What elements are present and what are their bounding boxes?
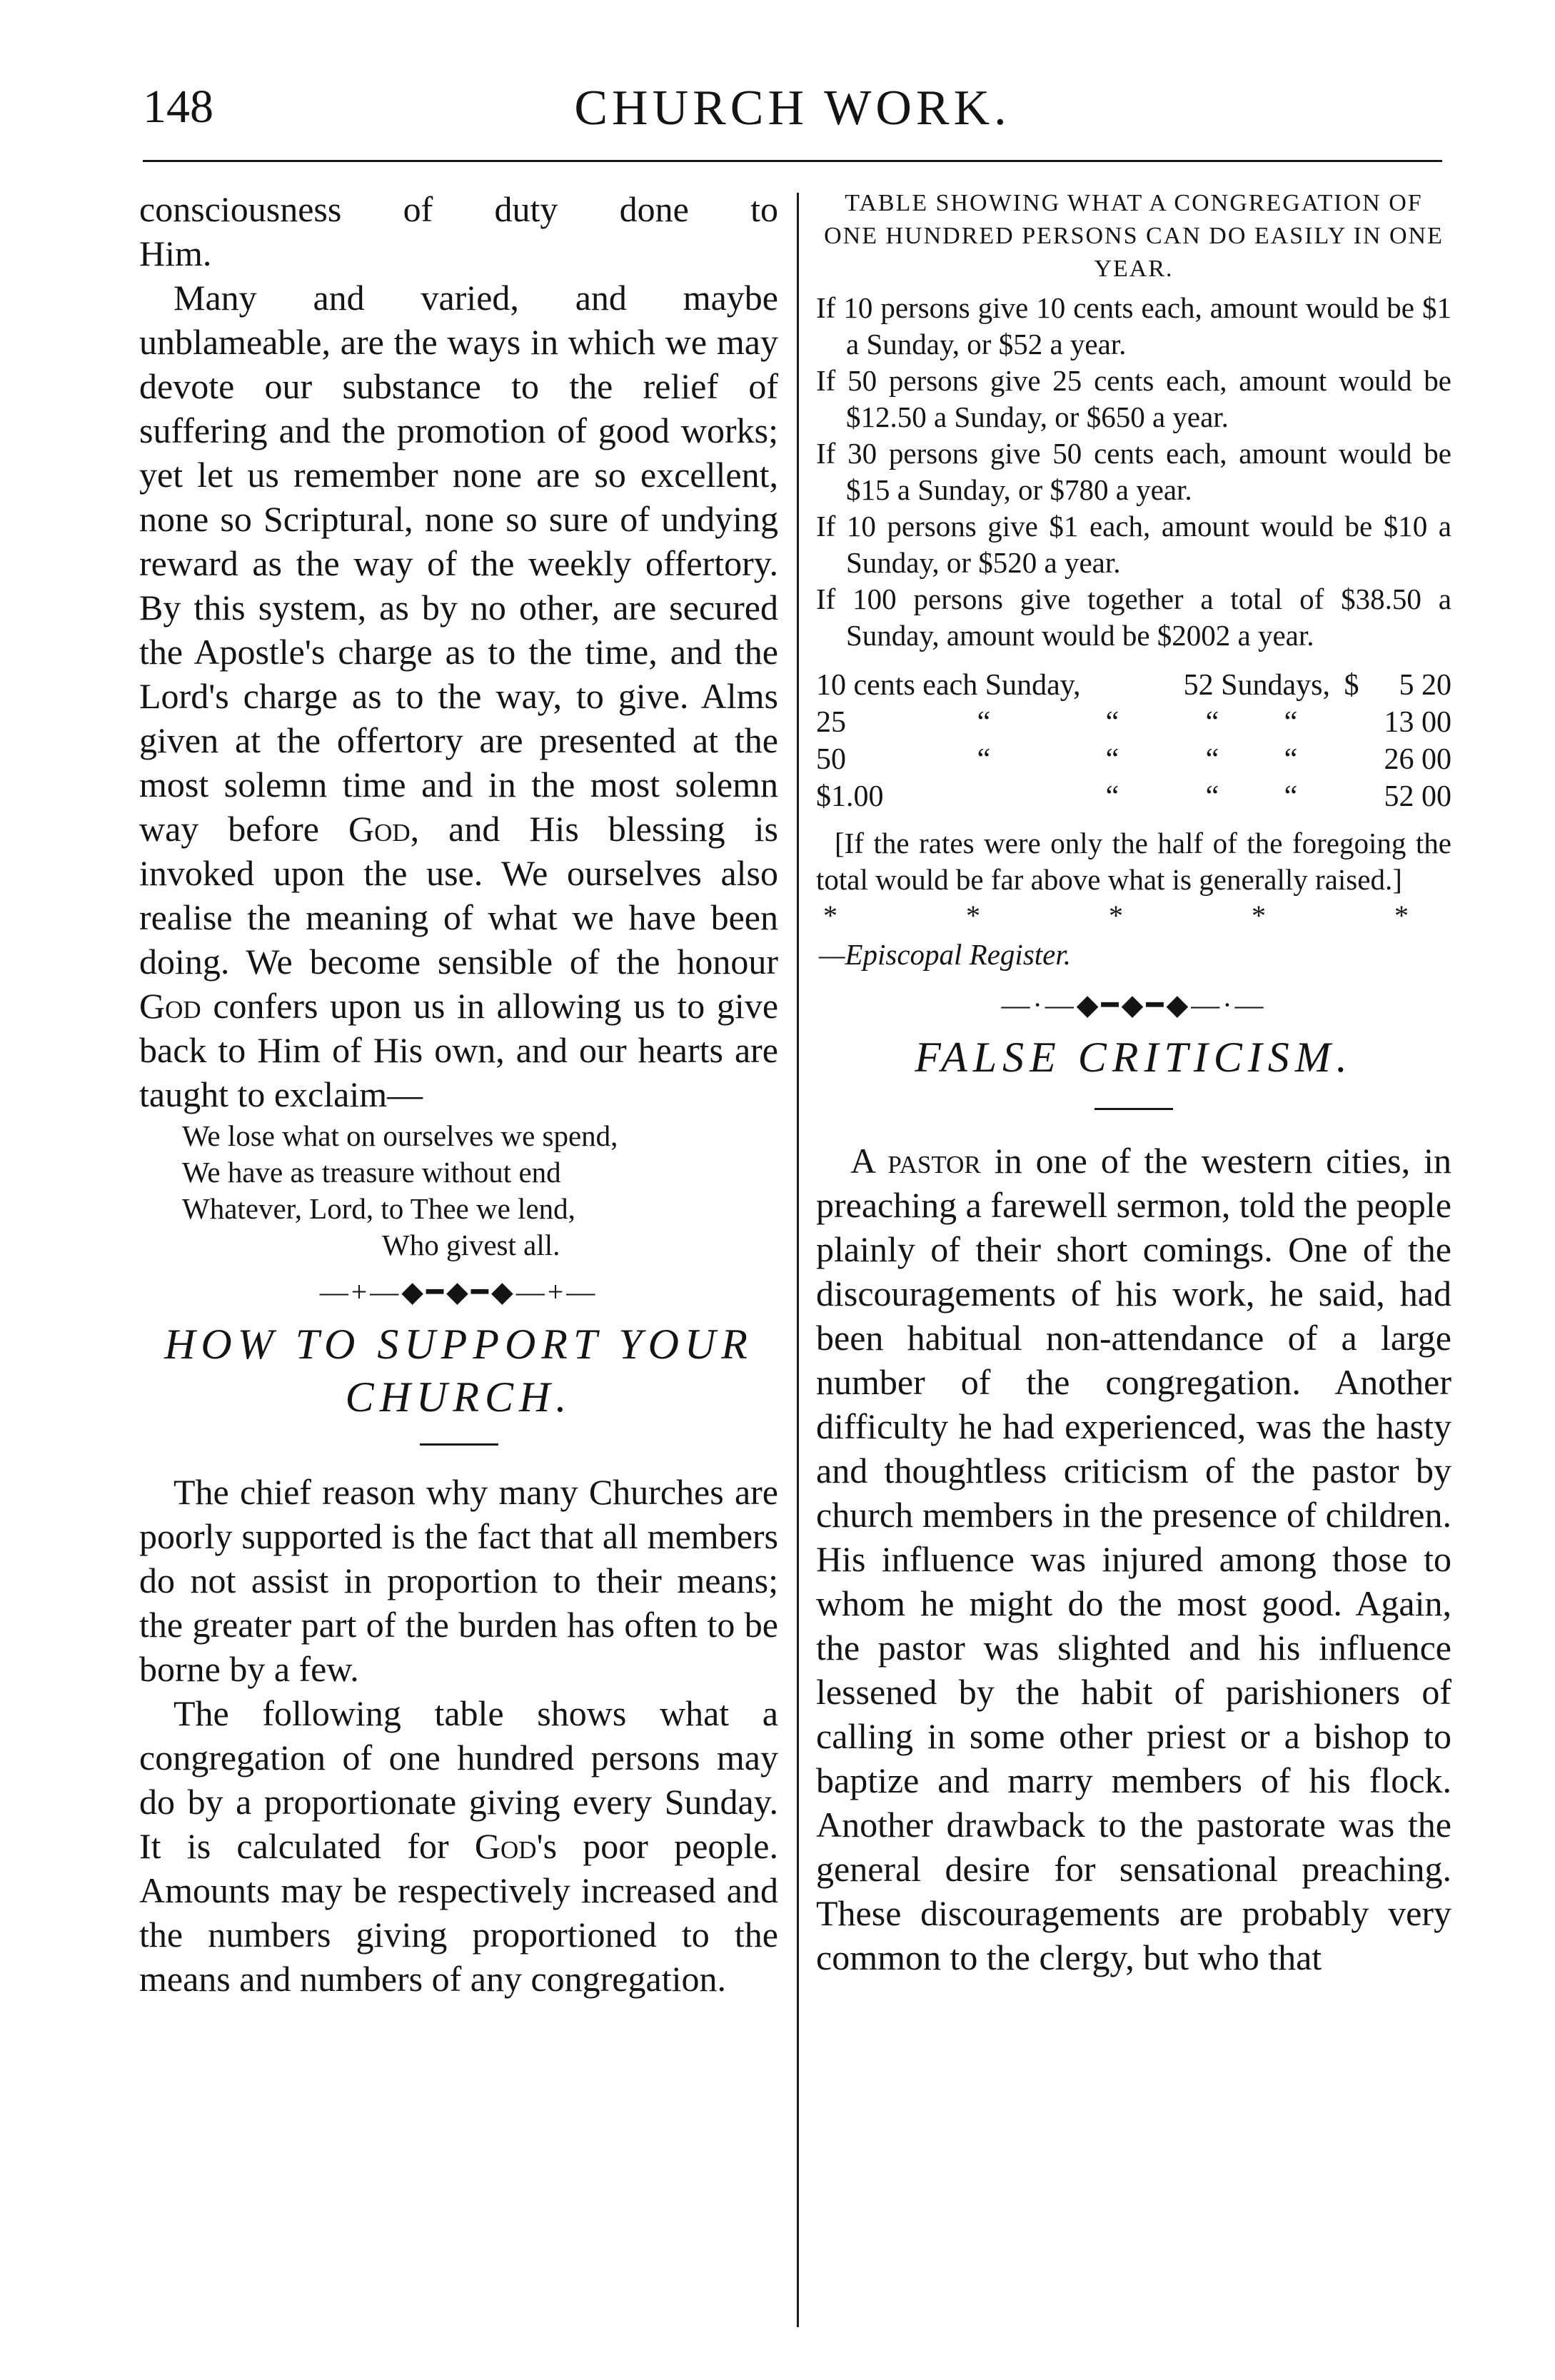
ditto-mark: “	[977, 706, 991, 739]
amount-total: 26 00	[1384, 743, 1451, 776]
giving-item: If 50 persons give 25 cents each, amount would be $12.50 a Sunday, or $650 a year.	[816, 364, 1451, 433]
asterisk: *	[823, 899, 837, 932]
asterisk: *	[1109, 899, 1123, 932]
ditto-mark: “	[1284, 780, 1298, 813]
paragraph-duty	[139, 187, 778, 276]
lead-in-smallcaps: A pastor	[850, 1141, 981, 1181]
paragraph-pastor	[816, 1139, 1451, 1980]
amount-rate: $1.00	[816, 780, 884, 813]
paragraph-duty-line-2: Him.	[139, 233, 212, 273]
column-rule	[797, 193, 799, 2327]
poem-line: We have as treasure without end	[182, 1156, 561, 1189]
right-column	[816, 187, 1451, 1980]
giving-item: If 100 persons give together a total of $38.50 a Sunday, amount would be $2002 a year.	[816, 583, 1451, 652]
amount-table	[816, 667, 1451, 815]
ditto-mark: “	[1105, 706, 1119, 739]
paragraph-pastor-text: in one of the western cities, in preaching a farewell sermon, told the people plainly of their short comings. One of the discouragements of his work, he said, had been habitual non-attendance of a large number of the congregation. Another difficulty he had experienced, was the hasty and thoughtless criticism of the pastor by church members in the presence of children. His influence was injured among those to whom he might do the most good. Again, the pastor was slighted and his influence lessened by the habit of parishioners of calling in some other priest or a bishop to baptize and marry members of his flock. Another drawback to the pastorate was the general desire for sensational preaching. These discouragements are probably very common to the clergy, but who that	[816, 1141, 1451, 1977]
god-smallcaps-3: God	[474, 1826, 537, 1866]
amount-sundays: 52 Sundays,	[1183, 669, 1330, 702]
amount-rate: 10 cents each Sunday,	[816, 669, 1081, 702]
god-smallcaps: God	[348, 809, 411, 849]
amount-total: 13 00	[1384, 706, 1451, 739]
ditto-mark: “	[1105, 743, 1119, 776]
paragraph-offertory-text-2: , and His blessing is invoked upon the use. We ourselves also realise the meaning of what we have been doing. We become sensible of the honour	[139, 809, 778, 982]
asterisk: *	[1394, 899, 1409, 932]
poem-line: We lose what on ourselves we spend,	[182, 1119, 618, 1152]
bracket-note: [If the rates were only the half of the foregoing the total would be far above what is generally raised.]	[816, 827, 1451, 896]
page-header	[143, 71, 1442, 150]
section-title-false-criticism: FALSE CRITICISM.	[915, 1034, 1353, 1081]
ditto-mark: “	[1205, 706, 1219, 739]
section-title-support	[139, 1318, 778, 1423]
ditto-mark: “	[977, 743, 991, 776]
amount-row	[816, 667, 1451, 704]
ditto-mark: “	[1205, 743, 1219, 776]
giving-item: If 10 persons give $1 each, amount would be $10 a Sunday, or $520 a year.	[816, 510, 1451, 579]
ditto-mark: “	[1284, 743, 1298, 776]
asterisk: *	[1252, 899, 1266, 932]
ditto-mark	[916, 778, 1052, 815]
paragraph-following-table-text-2: 's poor people. Amounts may be respectively increased and the numbers giving proportioned to the means and numbers of any congregation.	[139, 1826, 778, 1999]
amount-row	[816, 741, 1451, 778]
source-citation: —Episcopal Register.	[819, 938, 1072, 971]
giving-item: If 10 persons give 10 cents each, amount would be $1 a Sunday, or $52 a year.	[816, 291, 1451, 360]
amount-row	[816, 704, 1451, 741]
left-column	[139, 187, 778, 2001]
paragraph-offertory-text-3: confers upon us in allowing us to give back to Him of His own, and our hearts are taught to exclaim—	[139, 986, 779, 1114]
poem-line: Whatever, Lord, to Thee we lend,	[182, 1192, 575, 1225]
section-title-line-2: CHURCH.	[345, 1373, 573, 1421]
amount-dollar: $	[1344, 669, 1359, 702]
asterisk-row	[816, 898, 1451, 934]
short-rule	[1094, 1108, 1173, 1110]
amount-rate: 50	[816, 743, 846, 776]
section-ornament: —+—◆━◆━◆—+—	[319, 1276, 598, 1308]
paragraph-following-table	[139, 1691, 778, 2001]
ditto-mark: “	[1284, 706, 1298, 739]
short-rule	[420, 1443, 498, 1446]
ditto-mark: “	[1205, 780, 1219, 813]
amount-total: 5 20	[1399, 669, 1451, 702]
amount-total: 52 00	[1384, 780, 1451, 813]
running-head: CHURCH WORK.	[574, 81, 1011, 136]
table-title: TABLE SHOWING WHAT A CONGREGATION OF ONE HUNDRED PERSONS CAN DO EASILY IN ONE YEAR.	[824, 190, 1444, 282]
header-rule	[143, 160, 1442, 162]
asterisk: *	[966, 899, 980, 932]
paragraph-chief-reason: The chief reason why many Churches are poorly supported is the fact that all members do not assist in proportion to their means; the greater part of the burden has often to be borne by a few.	[139, 1472, 778, 1689]
amount-row	[816, 778, 1451, 815]
section-ornament: —·—◆━◆━◆—·—	[1001, 989, 1267, 1021]
poem-line: Who givest all.	[382, 1229, 560, 1261]
paragraph-following-table-text: The following table shows what a congregation of one hundred persons may do by a proportionate giving every Sunday. It is calculated for	[139, 1693, 778, 1866]
paragraph-offertory-text: Many and varied, and maybe unblameable, are the ways in which we may devote our substance to the relief of suffering and the promotion of good works; yet let us remember none are so excellent, none so Scriptural, none so sure of undying reward as the way of the weekly offertory. By this system, as by no other, are secured the Apostle's charge as to the time, and the Lord's charge as to the way, to give. Alms given at the offertory are presented at the most solemn time and in the most solemn way before	[139, 278, 778, 849]
section-title-line-1: HOW TO SUPPORT YOUR	[164, 1321, 753, 1368]
paragraph-duty-line-1: consciousness of duty done to	[139, 189, 778, 229]
page-number: 148	[143, 81, 213, 133]
giving-item: If 30 persons give 50 cents each, amount would be $15 a Sunday, or $780 a year.	[816, 437, 1451, 506]
ditto-mark: “	[1105, 780, 1119, 813]
paragraph-offertory	[139, 276, 778, 1116]
god-smallcaps-2: God	[139, 986, 201, 1026]
poem	[182, 1118, 778, 1264]
amount-rate: 25	[816, 706, 846, 739]
